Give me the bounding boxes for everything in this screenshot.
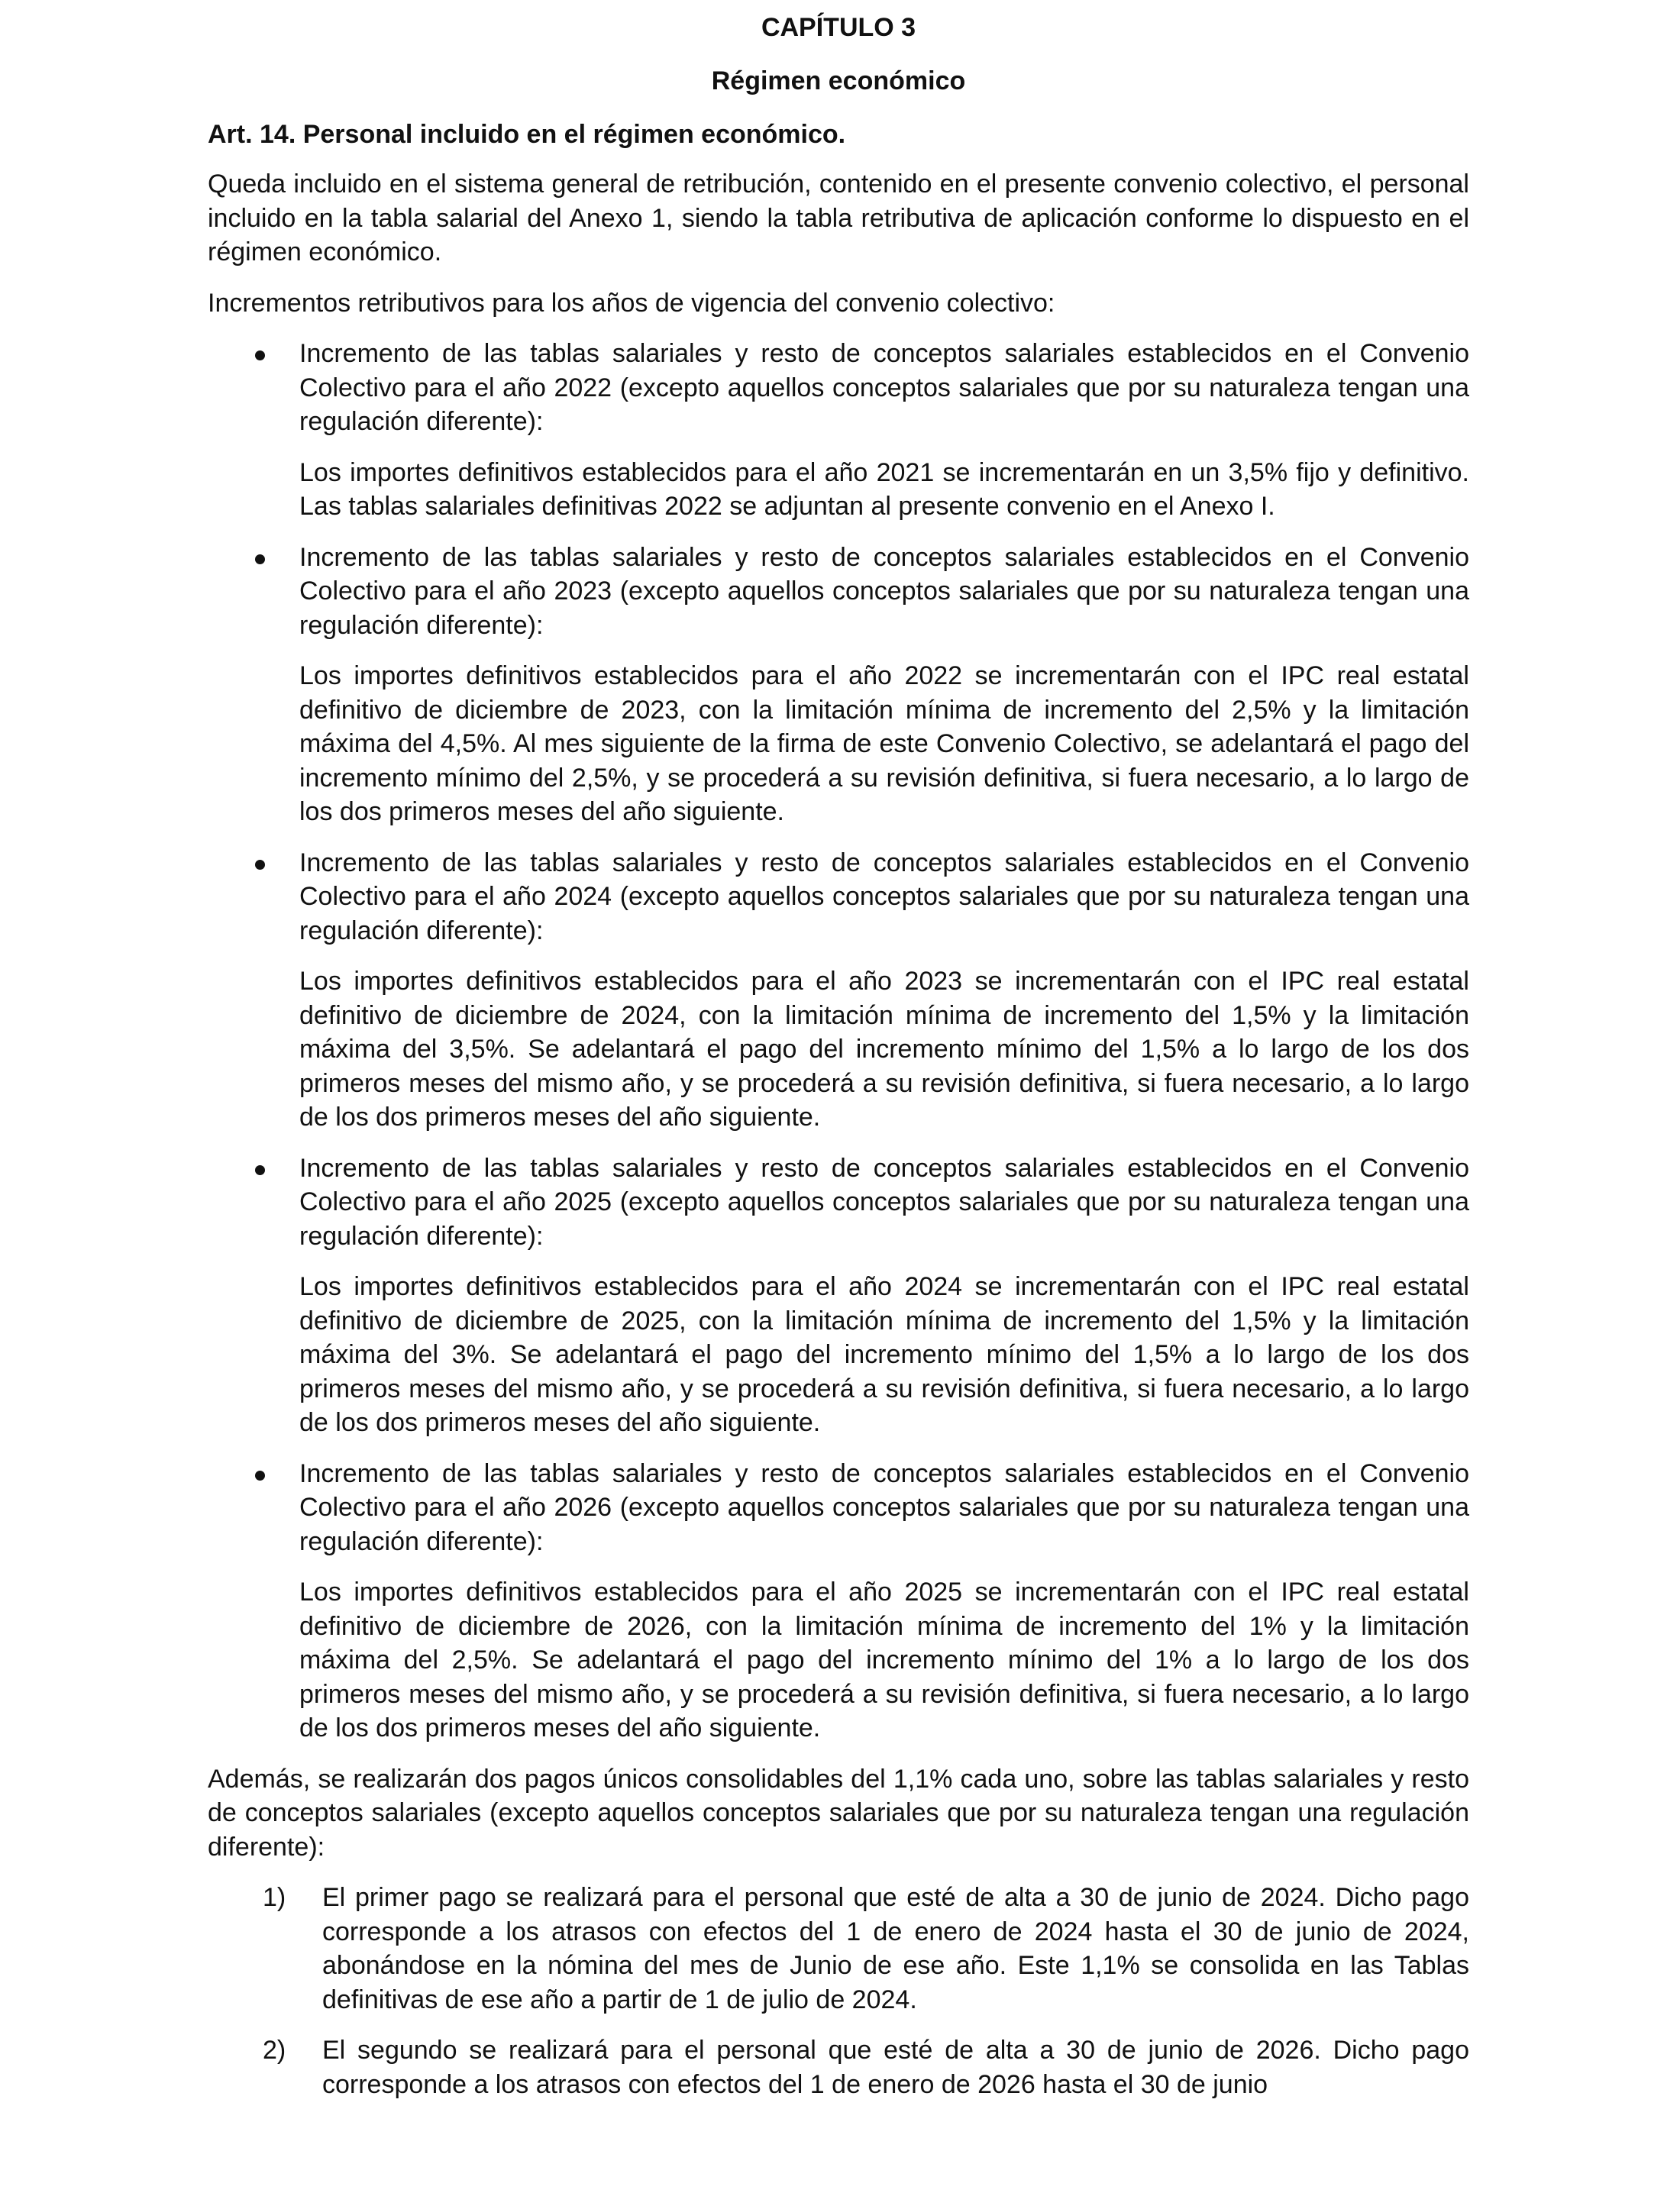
bullet-icon [255,350,265,360]
numbered-item-text: El segundo se realizará para el personal que esté de alta a 30 de junio de 2026. Dicho pago corresponde a los atrasos con efectos del 1 de enero de 2026 hasta el 30 de junio [322,2036,1469,2099]
bullet-heading: Incremento de las tablas salariales y resto de conceptos salariales establecidos en el Convenio Colectivo para el año 2022 (excepto aquellos conceptos salariales que por su naturaleza tengan una regulación diferente): [299,339,1469,436]
bullet-icon [255,860,265,870]
bullet-item-2026 [208,1457,1469,1746]
payments-intro: Además, se realizarán dos pagos únicos consolidables del 1,1% cada uno, sobre las tablas salariales y resto de conceptos salariales (excepto aquellos conceptos salariales que por su naturaleza tengan una regulación diferente): [208,1764,1469,1862]
bullet-icon [255,1471,265,1481]
bullet-detail: Los importes definitivos establecidos para el año 2021 se incrementarán en un 3,5% fijo y definitivo. Las tablas salariales definitivas 2022 se adjuntan al presente convenio en el Anexo I. [299,457,1469,521]
section-title: Régimen económico [711,66,966,95]
item-number: 1) [263,1883,286,1912]
increments-intro: Incrementos retributivos para los años de vigencia del convenio colectivo: [208,288,1055,318]
bullet-item-2025 [208,1151,1469,1440]
bullet-heading: Incremento de las tablas salariales y resto de conceptos salariales establecidos en el Convenio Colectivo para el año 2026 (excepto aquellos conceptos salariales que por su naturaleza tengan una regulación diferente): [299,1458,1469,1556]
article-title: Art. 14. Personal incluido en el régimen económico. [208,120,846,149]
chapter-heading: CAPÍTULO 3 [761,13,916,42]
numbered-item-1 [208,1881,1469,2017]
bullet-item-2024 [208,846,1469,1135]
bullet-icon [255,1165,265,1175]
bullet-detail: Los importes definitivos establecidos para el año 2022 se incrementarán con el IPC real estatal definitivo de diciembre de 2023, con la limitación mínima de incremento del 2,5% y la limitación máxima del 4,5%. Al mes siguiente de la firma de este Convenio Colectivo, se adelantará el pago del incremento mínimo del 2,5%, y se procederá a su revisión definitiva, si fuera necesario, a lo largo de los dos primeros meses del año siguiente. [299,661,1469,826]
document-body [208,167,1469,2118]
item-number: 2) [263,2036,286,2065]
numbered-item-text: El primer pago se realizará para el personal que esté de alta a 30 de junio de 2024. Dicho pago corresponde a los atrasos con efectos del 1 de enero de 2024 hasta el 30 de junio de 2024, abonándose en la nómina del mes de Junio de ese año. Este 1,1% se consolida en las Tablas definitivas de ese año a partir de 1 de julio de 2024. [322,1883,1469,2014]
bullet-detail: Los importes definitivos establecidos para el año 2023 se incrementarán con el IPC real estatal definitivo de diciembre de 2024, con la limitación mínima de incremento del 1,5% y la limitación máxima del 3,5%. Se adelantará el pago del incremento mínimo del 1,5% a lo largo de los dos primeros meses del mismo año, y se procederá a su revisión definitiva, si fuera necesario, a lo largo de los dos primeros meses del año siguiente. [299,967,1469,1132]
intro-paragraph: Queda incluido en el sistema general de retribución, contenido en el presente convenio colectivo, el personal incluido en la tabla salarial del Anexo 1, siendo la tabla retributiva de aplicación conforme lo dispuesto en el régimen económico. [208,170,1469,266]
bullet-detail: Los importes definitivos establecidos para el año 2024 se incrementarán con el IPC real estatal definitivo de diciembre de 2025, con la limitación mínima de incremento del 1,5% y la limitación máxima del 3%. Se adelantará el pago del incremento mínimo del 1,5% a lo largo de los dos primeros meses del mismo año, y se procederá a su revisión definitiva, si fuera necesario, a lo largo de los dos primeros meses del año siguiente. [299,1272,1469,1437]
bullet-heading: Incremento de las tablas salariales y resto de conceptos salariales establecidos en el Convenio Colectivo para el año 2024 (excepto aquellos conceptos salariales que por su naturaleza tengan una regulación diferente): [299,848,1469,945]
bullet-item-2023 [208,541,1469,829]
bullet-detail: Los importes definitivos establecidos para el año 2025 se incrementarán con el IPC real estatal definitivo de diciembre de 2026, con la limitación mínima de incremento del 1% y la limitación máxima del 2,5%. Se adelantará el pago del incremento mínimo del 1% a lo largo de los dos primeros meses del mismo año, y se procederá a su revisión definitiva, si fuera necesario, a lo largo de los dos primeros meses del año siguiente. [299,1578,1469,1742]
bullet-icon [255,554,265,564]
bullet-heading: Incremento de las tablas salariales y resto de conceptos salariales establecidos en el Convenio Colectivo para el año 2023 (excepto aquellos conceptos salariales que por su naturaleza tengan una regulación diferente): [299,542,1469,640]
bullet-item-2022 [208,337,1469,524]
bullet-heading: Incremento de las tablas salariales y resto de conceptos salariales establecidos en el Convenio Colectivo para el año 2025 (excepto aquellos conceptos salariales que por su naturaleza tengan una regulación diferente): [299,1153,1469,1251]
numbered-item-2 [208,2033,1469,2101]
